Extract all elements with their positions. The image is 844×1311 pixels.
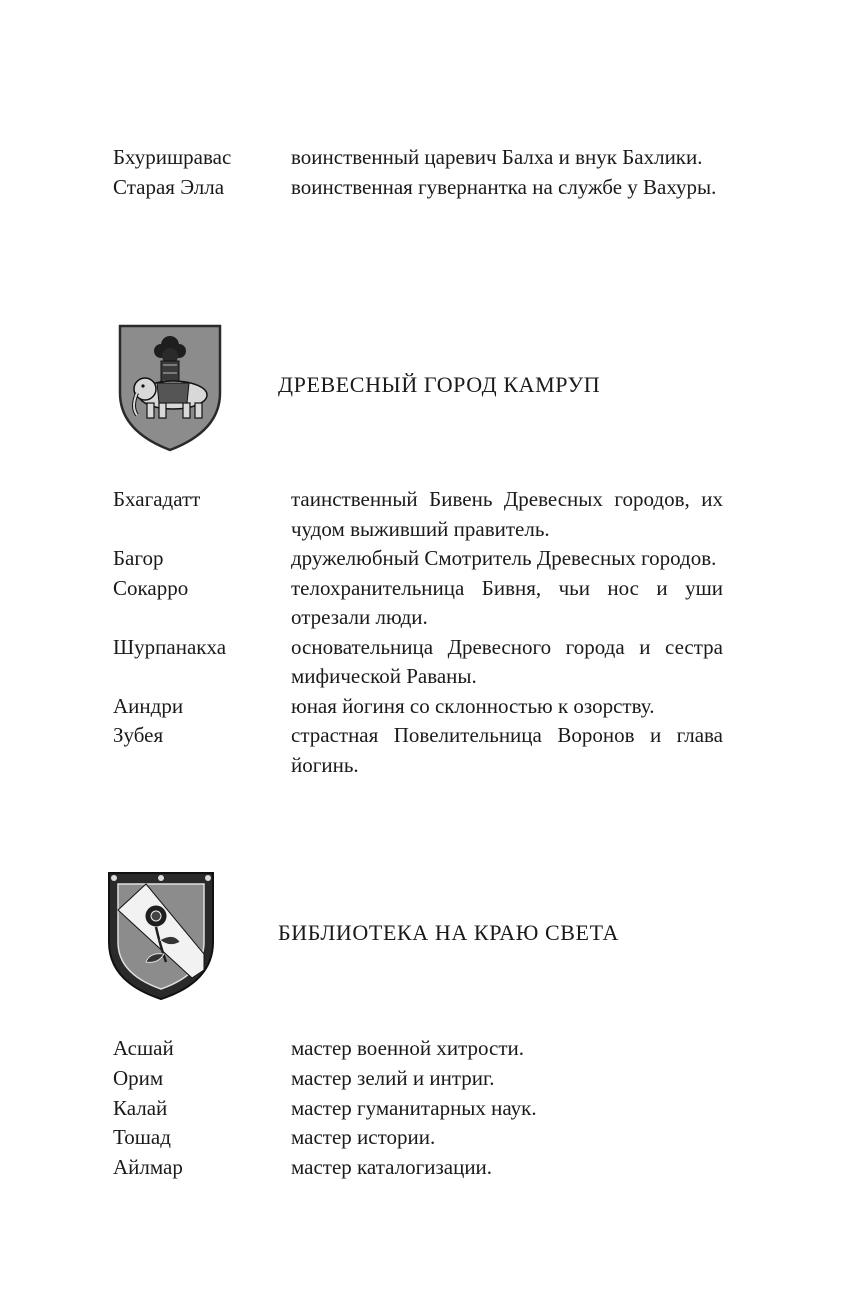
character-name: Орим xyxy=(113,1065,164,1090)
character-description: мастер военной хитрости. xyxy=(291,1036,525,1060)
character-entry xyxy=(0,1034,844,1064)
character-entry xyxy=(0,633,844,692)
character-name: Асшай xyxy=(113,1036,174,1060)
character-entry xyxy=(0,1153,844,1183)
character-entry xyxy=(0,692,844,722)
character-name: Сокарро xyxy=(113,575,189,600)
elephant-crest-icon xyxy=(117,323,223,453)
character-entry xyxy=(0,544,844,574)
character-description: таинственный Бивень Древесных городов, их чудом выживший правитель. xyxy=(291,487,723,541)
rose-crest-icon xyxy=(106,870,216,1002)
character-name: Тошад xyxy=(113,1125,171,1150)
character-name: Бхагадатт xyxy=(113,487,201,511)
character-description: воинственная гувернантка на службе у Вахуры. xyxy=(291,174,717,199)
section-heading-kamrup: ДРЕВЕСНЫЙ ГОРОД КАМРУП xyxy=(278,372,601,397)
character-entry xyxy=(0,143,844,173)
character-name: Калай xyxy=(113,1095,168,1120)
character-description: страстная Повелительница Воронов и глава йогинь. xyxy=(291,723,723,777)
character-description: мастер истории. xyxy=(291,1125,436,1150)
character-name: Зубея xyxy=(113,723,164,747)
character-entry xyxy=(0,485,844,544)
character-list-kamrup xyxy=(0,485,844,780)
character-name: Аиндри xyxy=(113,693,184,718)
character-name: Бхуришравас xyxy=(113,145,232,169)
character-entry xyxy=(0,1064,844,1094)
character-name: Айлмар xyxy=(113,1155,183,1180)
character-description: юная йогиня со склонностью к озорству. xyxy=(291,693,655,718)
character-description: телохранительница Бивня, чьи нос и уши отрезали люди. xyxy=(291,575,723,629)
character-description: основательница Древесного города и сестра мифической Раваны. xyxy=(291,634,723,688)
character-description: мастер гуманитарных наук. xyxy=(291,1095,537,1120)
character-entry xyxy=(0,574,844,633)
character-name: Багор xyxy=(113,546,164,570)
character-description: мастер каталогизации. xyxy=(291,1155,493,1180)
character-description: дружелюбный Смотритель Древесных городов. xyxy=(291,546,717,570)
section-heading-library: БИБЛИОТЕКА НА КРАЮ СВЕТА xyxy=(278,920,620,945)
character-entry xyxy=(0,1094,844,1124)
character-entry xyxy=(0,721,844,780)
character-name: Старая Элла xyxy=(113,174,225,199)
character-description: мастер зелий и интриг. xyxy=(291,1065,495,1090)
character-list-library xyxy=(0,1034,844,1183)
character-entry xyxy=(0,1123,844,1153)
character-entry xyxy=(0,173,844,203)
character-description: воинственный царевич Балха и внук Бахлики. xyxy=(291,145,703,169)
character-name: Шурпанакха xyxy=(113,634,227,659)
character-list-previous xyxy=(0,143,844,202)
